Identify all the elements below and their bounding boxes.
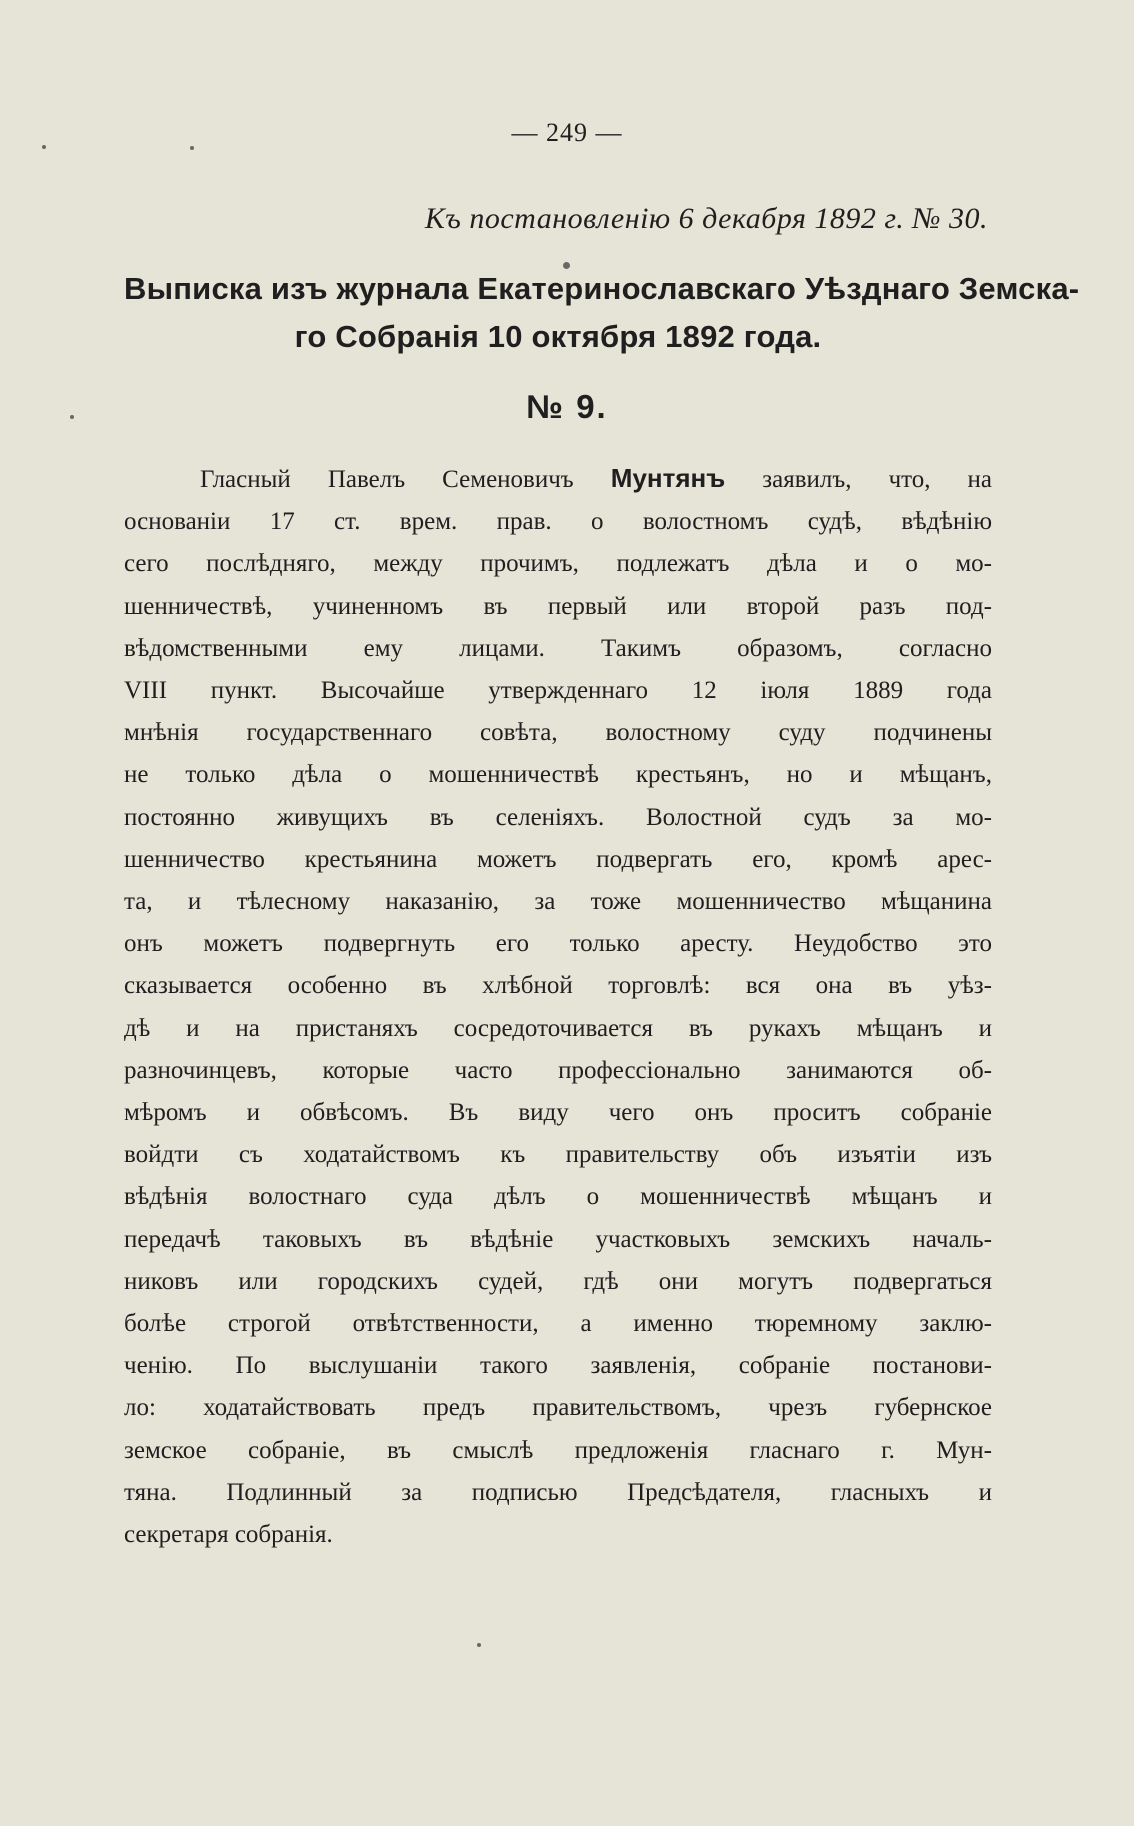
- body-line: передачѣ таковыхъ въ вѣдѣніе участковыхъ земскихъ началь-: [124, 1225, 992, 1253]
- body-line-part: Гласный Павелъ Семеновичъ: [200, 466, 574, 493]
- speck-mark: [477, 1643, 481, 1647]
- heading-line-1: Выписка изъ журнала Екатеринославскаго Уѣзднаго Земска-: [124, 271, 1080, 306]
- body-line: разночинцевъ, которые часто профессіонально занимаются об-: [124, 1056, 992, 1084]
- body-paragraph: [124, 457, 992, 1556]
- body-line: шенничество крестьянина можетъ подвергать его, кромѣ арес-: [124, 845, 992, 873]
- body-line: основаніи 17 ст. врем. прав. о волостномъ судѣ, вѣдѣнію: [124, 508, 992, 536]
- body-line: никовъ или городскихъ судей, гдѣ они могутъ подвергаться: [124, 1267, 992, 1295]
- body-line: мнѣнія государственнаго совѣта, волостному суду подчинены: [124, 719, 992, 747]
- body-line: шенничествѣ, учиненномъ въ первый или второй разъ под-: [124, 592, 992, 620]
- body-line: ченію. По выслушаніи такого заявленія, собраніе постанови-: [124, 1352, 992, 1380]
- body-line: вѣдѣнія волостнаго суда дѣлъ о мошенничествѣ мѣщанъ и: [124, 1183, 992, 1211]
- resolution-reference: Къ постановленію 6 декабря 1892 г. № 30.: [424, 202, 988, 235]
- item-number: № 9.: [526, 388, 608, 425]
- body-line: [124, 457, 992, 501]
- heading-line-2: го Собранія 10 октября 1892 года.: [294, 319, 822, 354]
- body-line: ло: ходатайствовать предъ правительствомъ, чрезъ губернское: [124, 1394, 992, 1422]
- body-line: не только дѣла о мошенничествѣ крестьянъ, но и мѣщанъ,: [124, 761, 992, 789]
- body-line: секретаря собранія.: [124, 1521, 333, 1549]
- document-heading: [124, 265, 1080, 361]
- body-line: VIII пункт. Высочайше утвержденнаго 12 іюля 1889 года: [124, 677, 992, 705]
- body-line-part: заявилъ, что, на: [762, 466, 993, 493]
- body-line: вѣдомственными ему лицами. Такимъ образомъ, согласно: [124, 634, 992, 662]
- body-line: войдти съ ходатайствомъ къ правительству объ изъятіи изъ: [124, 1141, 992, 1169]
- body-line: дѣ и на пристаняхъ сосредоточивается въ рукахъ мѣщанъ и: [124, 1014, 992, 1042]
- body-line: земское собраніе, въ смыслѣ предложенія гласнаго г. Мун-: [124, 1436, 992, 1464]
- body-line: та, и тѣлесному наказанію, за тоже мошенничество мѣщанина: [124, 888, 992, 916]
- body-line: болѣе строгой отвѣтственности, а именно тюремному заклю-: [124, 1310, 992, 1338]
- body-line: постоянно живущихъ въ селеніяхъ. Волостной судъ за мо-: [124, 803, 992, 831]
- body-line: тяна. Подлинный за подписью Предсѣдателя, гласныхъ и: [124, 1478, 992, 1506]
- page-number: — 249 —: [511, 118, 623, 147]
- body-line: сего послѣдняго, между прочимъ, подлежатъ дѣла и о мо-: [124, 550, 992, 578]
- body-line: онъ можетъ подвергнуть его только аресту. Неудобство это: [124, 930, 992, 958]
- body-line: сказывается особенно въ хлѣбной торговлѣ: вся она въ уѣз-: [124, 972, 992, 1000]
- body-line: мѣромъ и обвѣсомъ. Въ виду чего онъ проситъ собраніе: [124, 1099, 992, 1127]
- highlighted-name: Мунтянъ: [610, 463, 726, 493]
